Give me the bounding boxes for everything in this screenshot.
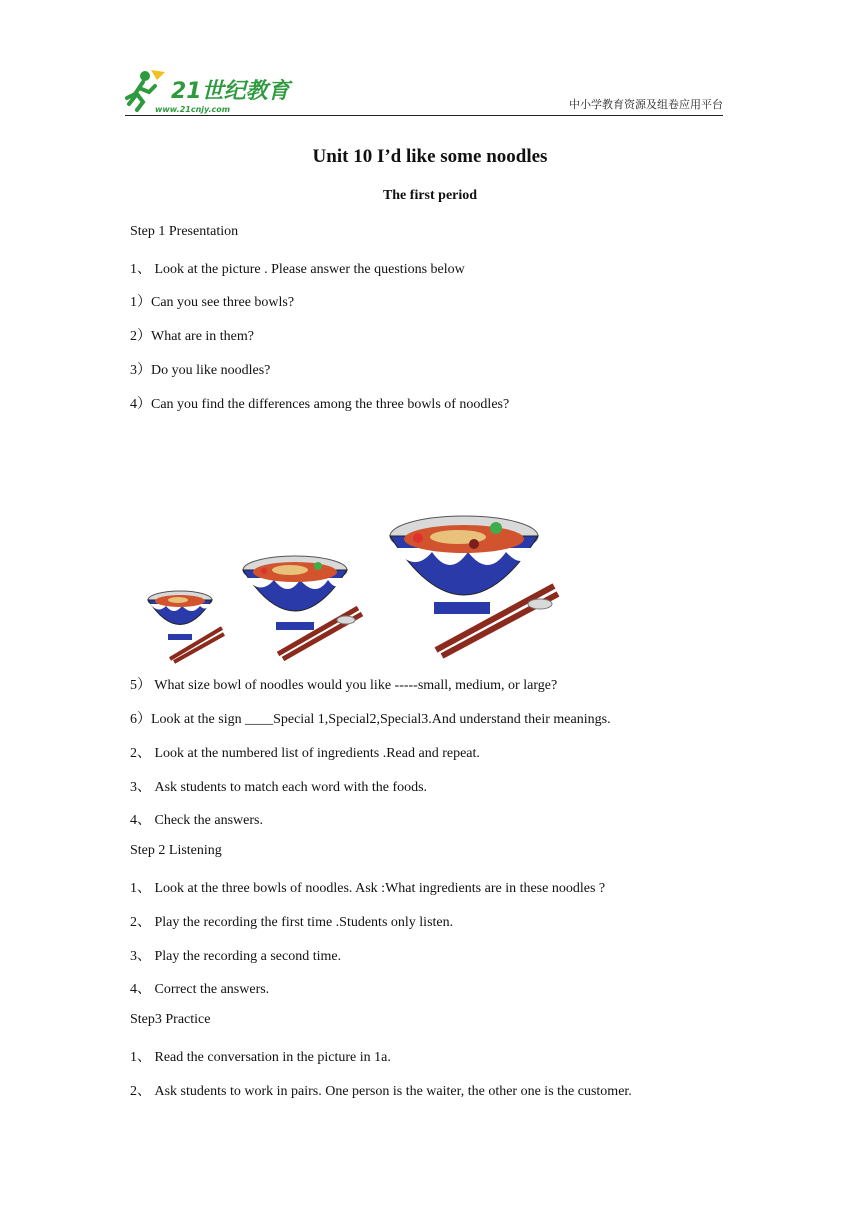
list-item: 1、 Look at the three bowls of noodles. Ask :What ingredients are in these noodles ? — [130, 881, 606, 896]
page-header — [125, 68, 723, 116]
list-item: 3、 Ask students to match each word with the foods. — [130, 780, 428, 795]
list-item: 2、 Look at the numbered list of ingredients .Read and repeat. — [130, 746, 480, 761]
step2-heading: Step 2 Listening — [130, 843, 222, 858]
page-subtitle: The first period — [382, 188, 478, 203]
list-item: 2、 Play the recording the first time .Students only listen. — [130, 915, 454, 930]
list-item: 1、 Read the conversation in the picture in 1a. — [130, 1050, 391, 1065]
list-item: 3、 Play the recording a second time. — [130, 949, 342, 964]
header-platform-text: 中小学教育资源及组卷应用平台 — [569, 98, 723, 111]
list-item: 5） What size bowl of noodles would you like -----small, medium, or large? — [130, 678, 558, 693]
step1-heading: Step 1 Presentation — [130, 224, 239, 239]
list-item: 4、 Check the answers. — [130, 813, 263, 828]
list-item: 3）Do you like noodles? — [130, 363, 271, 378]
list-item: 1、 Look at the picture . Please answer the questions below — [130, 262, 465, 277]
page-title: Unit 10 I’d like some noodles — [312, 146, 548, 167]
list-item: 4）Can you find the differences among the three bowls of noodles? — [130, 397, 510, 412]
large-bowl-icon — [390, 516, 558, 656]
runner-icon — [127, 70, 165, 110]
site-logo — [125, 68, 295, 114]
list-item: 2、 Ask students to work in pairs. One person is the waiter, the other one is the customer. — [130, 1084, 632, 1099]
list-item: 6）Look at the sign ____Special 1,Special2,Special3.And understand their meanings. — [130, 712, 611, 727]
list-item: 4、 Correct the answers. — [130, 982, 270, 997]
logo-text: 21世纪教育 — [171, 79, 290, 104]
list-item: 2）What are in them? — [130, 329, 255, 344]
noodle-bowls-illustration — [138, 504, 578, 664]
small-bowl-icon — [148, 591, 224, 662]
medium-bowl-icon — [243, 556, 362, 659]
header-divider — [125, 115, 723, 116]
list-item: 1）Can you see three bowls? — [130, 295, 295, 310]
step3-heading: Step3 Practice — [130, 1012, 211, 1027]
logo-url: www.21cnjy.com — [155, 105, 231, 114]
